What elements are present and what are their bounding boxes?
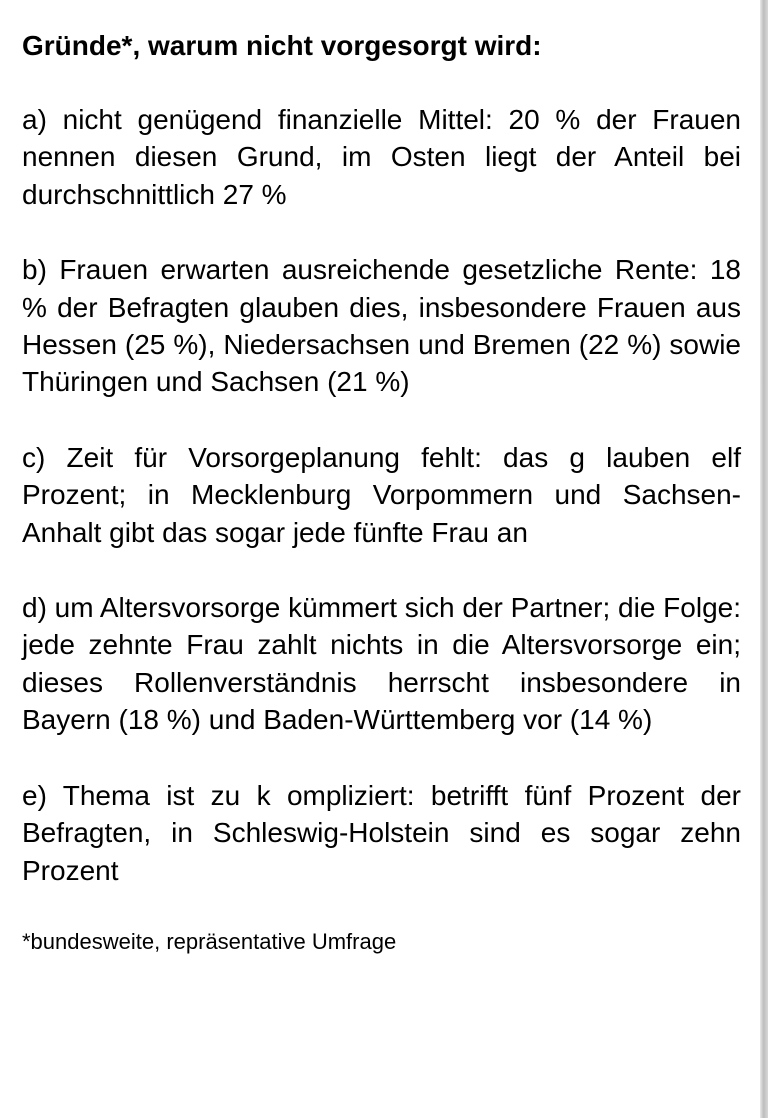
reason-item-c: c) Zeit für Vorsorgeplanung fehlt: das g lauben elf Prozent; in Mecklenburg Vorpommern und Sachsen-Anhalt gibt das sogar jede fünfte Frau an <box>22 441 741 548</box>
page-edge <box>760 0 768 1118</box>
reason-item-e: e) Thema ist zu k ompliziert: betrifft fünf Prozent der Befragten, in Schleswig-Holstein sind es sogar zehn Prozent <box>22 779 741 886</box>
footnote: *bundesweite, repräsentative Umfrage <box>22 928 397 954</box>
document-body <box>22 27 741 955</box>
reason-item-b: b) Frauen erwarten ausreichende gesetzliche Rente: 18 % der Befragten glauben dies, insbesondere Frauen aus Hessen (25 %), Niedersachsen und Bremen (22 %) sowie Thüringen und Sachsen (21 %) <box>22 254 741 398</box>
reason-item-a: a) nicht genügend finanzielle Mittel: 20 % der Frauen nennen diesen Grund, im Osten liegt der Anteil bei durchschnittlich 27 % <box>22 104 741 210</box>
document-title: Gründe*, warum nicht vorgesorgt wird: <box>22 30 542 61</box>
reason-item-d: d) um Altersvorsorge kümmert sich der Partner; die Folge: jede zehnte Frau zahlt nichts in die Altersvorsorge ein; dieses Rollenverständnis herrscht insbesondere in Bayern (18 %) und Baden-Württemberg vor (14 %) <box>22 592 741 736</box>
